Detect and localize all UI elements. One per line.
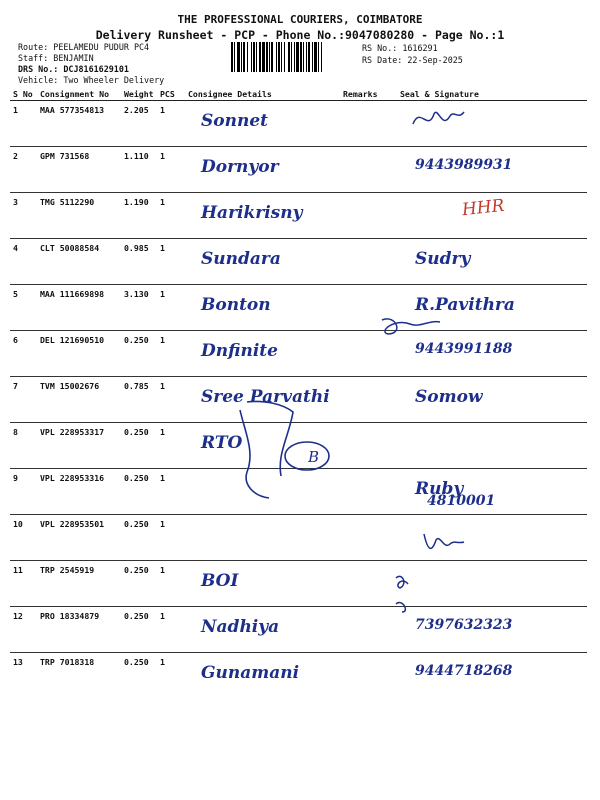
runsheet-title: Delivery Runsheet - PCP - Phone No.:9047080280 - Page No.:1 — [95, 28, 505, 42]
cell-weight: 0.250 — [121, 515, 157, 561]
cell-pcs: 1 — [157, 193, 185, 239]
cell-pcs: 1 — [157, 469, 185, 515]
cell-weight: 0.250 — [121, 607, 157, 653]
cell-remarks — [340, 193, 397, 239]
cell-pcs: 1 — [157, 607, 185, 653]
handwritten-consignee: Bonton — [201, 295, 271, 315]
cell-consignee — [185, 331, 340, 377]
handwritten-consignee: BOI — [201, 571, 239, 591]
cell-seal-signature — [397, 239, 587, 285]
route-label: Route: PEELAMEDU PUDUR PC4 — [18, 42, 150, 52]
handwritten-seal: 9444718268 — [415, 663, 513, 679]
cell-remarks — [340, 515, 397, 561]
cell-seal-signature — [397, 653, 587, 699]
handwritten-seal: Sudry — [415, 249, 471, 269]
table-row — [10, 147, 587, 193]
handwritten-consignee: RTO — [201, 433, 243, 453]
handwritten-seal-note: 4810001 — [427, 493, 496, 509]
row6-signature-scribble — [376, 312, 446, 342]
cell-remarks — [340, 607, 397, 653]
red-seal-mark: HHR — [461, 195, 506, 221]
cell-seal-signature — [397, 377, 587, 423]
cell-sno: 1 — [10, 101, 37, 147]
rto-signature-scribble — [185, 392, 365, 502]
cell-sno: 2 — [10, 147, 37, 193]
handwritten-consignee: Dornyor — [201, 157, 279, 177]
handwritten-consignee: Nadhiya — [201, 617, 280, 637]
cell-remarks — [340, 561, 397, 607]
cell-sno: 7 — [10, 377, 37, 423]
col-weight: Weight — [121, 88, 157, 101]
cell-seal-signature — [397, 423, 587, 469]
col-consignee: Consignee Details — [185, 88, 340, 101]
cell-consignment-no: TMG 5112290 — [37, 193, 121, 239]
cell-consignee — [185, 193, 340, 239]
cell-pcs: 1 — [157, 377, 185, 423]
cell-sno: 3 — [10, 193, 37, 239]
cell-consignee — [185, 147, 340, 193]
cell-seal-signature — [397, 469, 587, 515]
table-row — [10, 101, 587, 147]
cell-consignee — [185, 607, 340, 653]
cell-weight: 0.985 — [121, 239, 157, 285]
cell-consignment-no: GPM 731568 — [37, 147, 121, 193]
cell-remarks — [340, 101, 397, 147]
cell-pcs: 1 — [157, 239, 185, 285]
barcode — [231, 42, 358, 72]
cell-weight: 0.250 — [121, 331, 157, 377]
handwritten-consignee: Sonnet — [201, 111, 269, 131]
cell-consignee — [185, 239, 340, 285]
cell-consignment-no: TVM 15002676 — [37, 377, 121, 423]
cell-consignment-no: VPL 228953501 — [37, 515, 121, 561]
table-row — [10, 331, 587, 377]
handwritten-seal: Somow — [415, 387, 483, 407]
cell-seal-signature — [397, 607, 587, 653]
cell-pcs: 1 — [157, 285, 185, 331]
cell-consignee — [185, 515, 340, 561]
handwritten-consignee: Dnfinite — [201, 341, 278, 361]
cell-sno: 11 — [10, 561, 37, 607]
table-row — [10, 285, 587, 331]
handwritten-seal: Ruby — [415, 479, 464, 499]
table-row — [10, 239, 587, 285]
cell-pcs: 1 — [160, 657, 165, 667]
row1-signature — [408, 102, 468, 136]
cell-remarks — [340, 147, 397, 193]
cell-sno: 13 — [13, 657, 23, 667]
cell-sno: 4 — [10, 239, 37, 285]
cell-pcs: 1 — [157, 561, 185, 607]
cell-pcs: 1 — [157, 331, 185, 377]
table-row — [10, 515, 587, 561]
table-header-row — [10, 88, 587, 101]
circled-mark: B — [308, 448, 320, 466]
handwritten-consignee: Harikrisny — [201, 203, 303, 223]
rs-number: RS No.: 1616291 — [362, 43, 438, 53]
handwritten-seal: 9443991188 — [415, 341, 513, 357]
cell-weight: 0.250 — [124, 657, 149, 667]
cell-weight: 2.205 — [121, 101, 157, 147]
runsheet-table — [10, 88, 587, 683]
cell-consignment-no: DEL 121690510 — [37, 331, 121, 377]
cell-pcs: 1 — [157, 515, 185, 561]
cell-remarks — [340, 653, 397, 699]
cell-consignment-no: VPL 228953316 — [37, 469, 121, 515]
handwritten-seal: 7397632323 — [415, 617, 513, 633]
cell-pcs: 1 — [157, 147, 185, 193]
cell-consignment-no: MAA 111669898 — [37, 285, 121, 331]
cell-weight: 1.190 — [121, 193, 157, 239]
cell-consignee — [185, 101, 340, 147]
cell-weight: 1.110 — [121, 147, 157, 193]
vehicle-label: Vehicle: Two Wheeler Delivery — [18, 75, 165, 85]
cell-weight: 0.250 — [121, 469, 157, 515]
cell-consignment-no: CLT 50088584 — [37, 239, 121, 285]
cell-sno: 12 — [10, 607, 37, 653]
handwritten-seal: 9443989931 — [415, 157, 513, 173]
handwritten-consignee: Gunamani — [201, 663, 300, 683]
col-consignment: Consignment No — [37, 88, 121, 101]
table-row — [10, 653, 587, 699]
row11-signature — [420, 530, 480, 558]
cell-consignment-no: TRP 2545919 — [37, 561, 121, 607]
cell-consignment-no: PRO 18334879 — [37, 607, 121, 653]
cell-pcs: 1 — [157, 101, 185, 147]
handwritten-consignee: Sree Parvathi — [201, 387, 330, 407]
table-row — [10, 561, 587, 607]
cell-consignment-no: VPL 228953317 — [37, 423, 121, 469]
handwritten-seal: R.Pavithra — [415, 295, 515, 315]
cell-consignment-no: TRP 7018318 — [40, 657, 95, 667]
staff-label: Staff: BENJAMIN — [18, 53, 94, 63]
cell-weight: 0.785 — [121, 377, 157, 423]
col-pcs: PCS — [157, 88, 185, 101]
drs-number: DRS No.: DCJ8161629101 — [18, 64, 129, 74]
cell-seal-signature — [397, 147, 587, 193]
handwritten-consignee: Sundara — [201, 249, 281, 269]
cell-consignee — [185, 653, 340, 699]
cell-consignment-no: MAA 577354813 — [37, 101, 121, 147]
table-row — [10, 607, 587, 653]
cell-sno: 8 — [10, 423, 37, 469]
row12-13-marks — [392, 572, 440, 612]
cell-pcs: 1 — [157, 423, 185, 469]
company-name: THE PROFESSIONAL COURIERS, COIMBATORE — [177, 13, 423, 26]
cell-sno: 10 — [10, 515, 37, 561]
cell-sno: 5 — [10, 285, 37, 331]
cell-weight: 0.250 — [121, 423, 157, 469]
cell-sno: 6 — [10, 331, 37, 377]
cell-sno: 9 — [10, 469, 37, 515]
col-remarks: Remarks — [340, 88, 397, 101]
cell-weight: 3.130 — [121, 285, 157, 331]
rs-date: RS Date: 22-Sep-2025 — [362, 55, 463, 65]
cell-consignee — [185, 285, 340, 331]
cell-consignee — [185, 561, 340, 607]
col-seal-signature: Seal & Signature — [397, 88, 587, 101]
col-sno: S No — [10, 88, 37, 101]
cell-remarks — [340, 239, 397, 285]
cell-weight: 0.250 — [121, 561, 157, 607]
